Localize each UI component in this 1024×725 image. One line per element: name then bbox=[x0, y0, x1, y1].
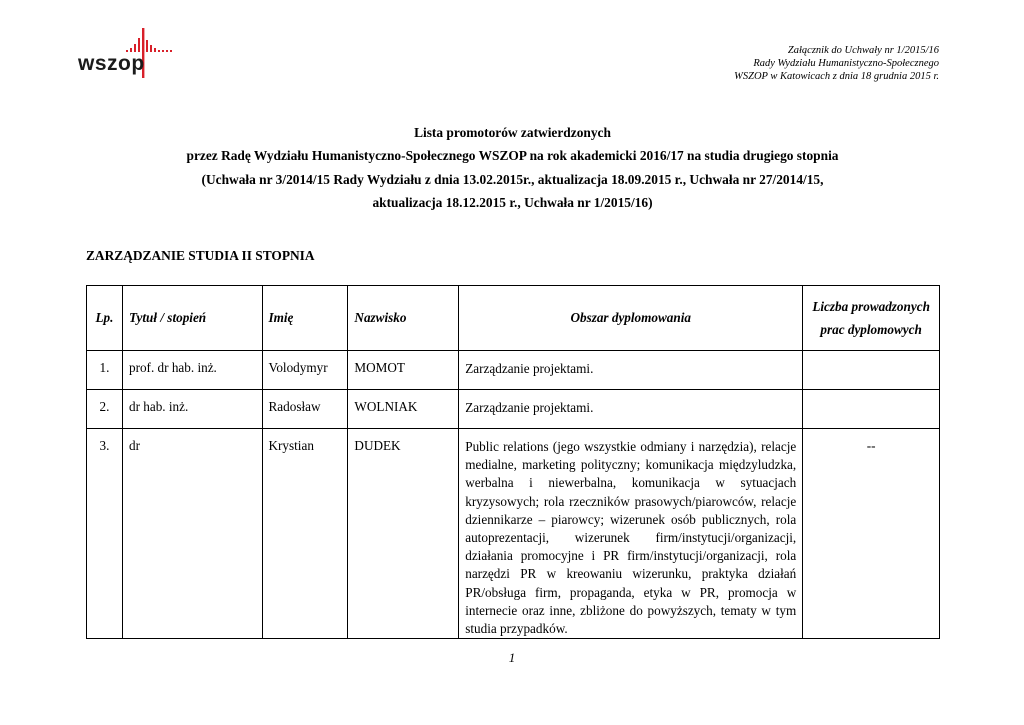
cell-last-name: DUDEK bbox=[348, 429, 459, 639]
table-row bbox=[87, 429, 940, 639]
cell-area: Zarządzanie projektami. bbox=[459, 390, 803, 429]
section-heading: ZARZĄDZANIE STUDIA II STOPNIA bbox=[86, 248, 315, 263]
header-count bbox=[803, 286, 940, 351]
header-count-line: prac dyplomowych bbox=[820, 322, 922, 337]
cell-last-name: WOLNIAK bbox=[348, 390, 459, 429]
cell-title: prof. dr hab. inż. bbox=[122, 351, 262, 390]
cell-count bbox=[803, 390, 940, 429]
cell-count: -- bbox=[803, 429, 940, 639]
promoters-table bbox=[86, 285, 940, 639]
table-header-row bbox=[87, 286, 940, 351]
cell-first-name: Volodymyr bbox=[262, 351, 348, 390]
cell-title: dr bbox=[122, 429, 262, 639]
header-last-name: Nazwisko bbox=[348, 286, 459, 351]
annex-line: WSZOP w Katowicach z dnia 18 grudnia 2015 r. bbox=[734, 71, 939, 82]
cell-lp: 2. bbox=[87, 390, 123, 429]
title-line: Lista promotorów zatwierdzonych bbox=[414, 125, 611, 140]
table-row bbox=[87, 351, 940, 390]
annex-line: Rady Wydziału Humanistyczno-Społecznego bbox=[753, 58, 939, 69]
cell-count bbox=[803, 351, 940, 390]
logo-text: wszop bbox=[78, 52, 145, 75]
document-title bbox=[86, 121, 939, 214]
header-area: Obszar dyplomowania bbox=[459, 286, 803, 351]
title-line: przez Radę Wydziału Humanistyczno-Społecznego WSZOP na rok akademicki 2016/17 na studia drugiego stopnia bbox=[186, 148, 839, 164]
cell-lp: 1. bbox=[87, 351, 123, 390]
cell-first-name: Krystian bbox=[262, 429, 348, 639]
table-row bbox=[87, 390, 940, 429]
title-line: (Uchwała nr 3/2014/15 Rady Wydziału z dnia 13.02.2015r., aktualizacja 18.09.2015 r., Uchwała nr 27/2014/15, bbox=[201, 171, 824, 187]
header-first-name: Imię bbox=[262, 286, 348, 351]
header-title: Tytuł / stopień bbox=[122, 286, 262, 351]
header-count-line: Liczba prowadzonych bbox=[812, 299, 930, 314]
page-number: 1 bbox=[508, 650, 516, 665]
cell-last-name: MOMOT bbox=[348, 351, 459, 390]
cell-title: dr hab. inż. bbox=[122, 390, 262, 429]
annex-note bbox=[734, 44, 939, 83]
title-line: aktualizacja 18.12.2015 r., Uchwała nr 1/2015/16) bbox=[372, 194, 653, 210]
header-lp: Lp. bbox=[87, 286, 123, 351]
wszop-logo bbox=[78, 28, 178, 80]
cell-area: Zarządzanie projektami. bbox=[459, 351, 803, 390]
cell-first-name: Radosław bbox=[262, 390, 348, 429]
annex-line: Załącznik do Uchwały nr 1/2015/16 bbox=[787, 45, 939, 56]
cell-lp: 3. bbox=[87, 429, 123, 639]
cell-area: Public relations (jego wszystkie odmiany i narzędzia), relacje medialne, marketing polityczny; komunikacja międzyludzka, werbalna i niewerbalna, komunikacja w sytuacjach kryzysowych; rola rzeczników prasowych/piarowców, relacje dziennikarze – piarowcy; wizerunek osób publicznych, rola autoprezentacji, wizerunek firm/instytucji/organizacji, działania promocyjne i PR firm/instytucji/organizacji, rola narzędzi PR w kreowaniu wizerunku, praktyka działań PR/obsługa firm, propaganda, etyka w PR, promocja w internecie oraz inne, zbliżone do powyższych, tematy w tym studia przypadków. bbox=[459, 429, 803, 639]
